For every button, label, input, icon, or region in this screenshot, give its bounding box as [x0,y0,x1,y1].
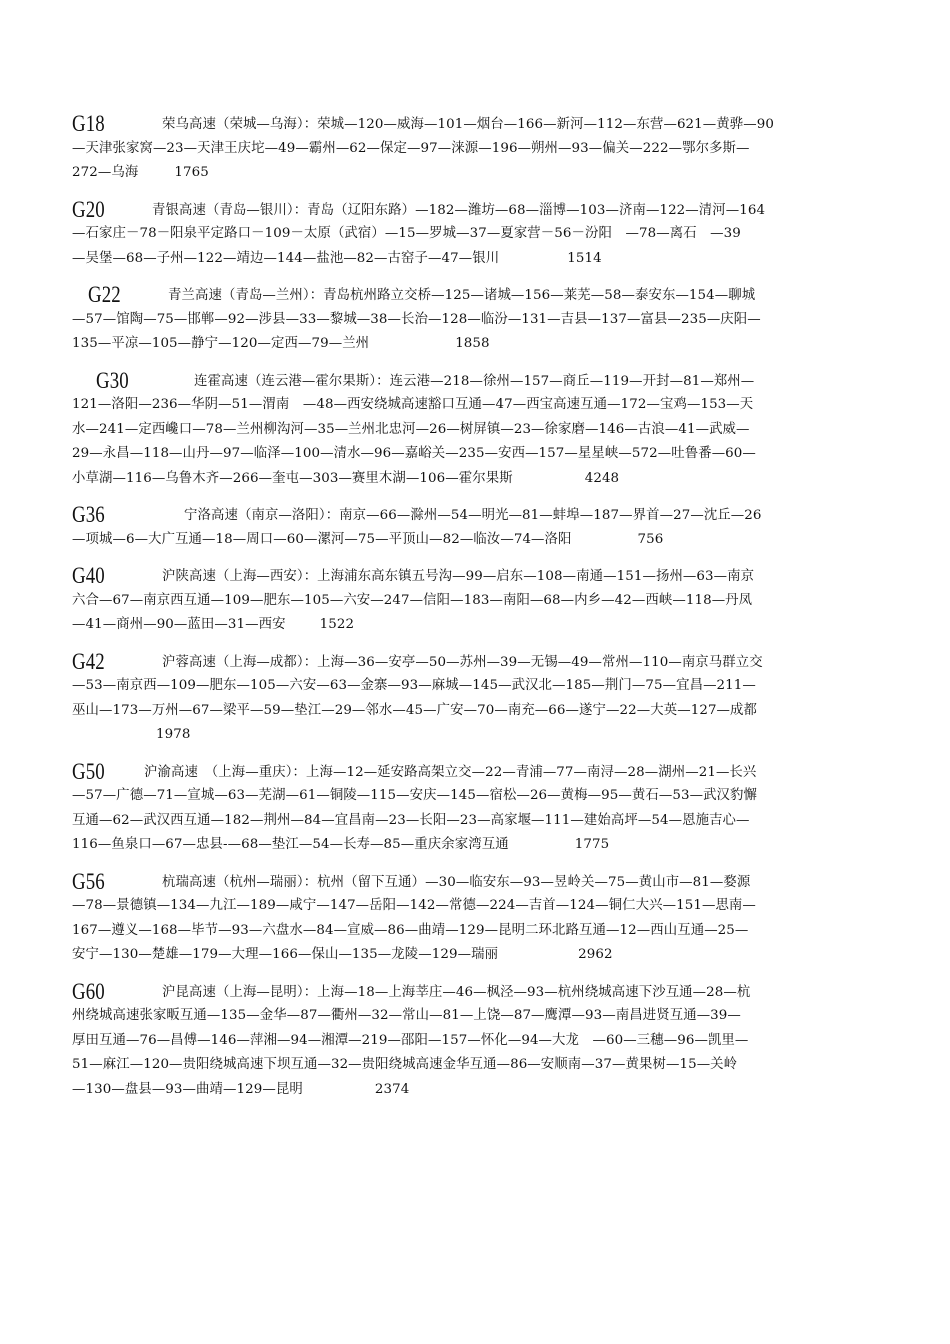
route-line [72,528,884,553]
total-length: 1858 [455,336,490,351]
highway-code: G50 [72,759,105,784]
route-text: 宁洛高速（南京—洛阳）：南京—66—滁州—54—明光—81—蚌埠—187—界首—27—沈丘—26 [184,508,762,523]
route-line [72,1029,884,1054]
route-text: —石家庄－78－阳泉平定路口－109－太原（武宿）—15—罗城—37—夏家营－56－汾阳 —78—离石 —39 [72,226,741,241]
route-line [72,393,884,418]
route-text: 青兰高速（青岛—兰州）：青岛杭州路立交桥—125—诸城—156—莱芜—58—泰安东—154—聊城 [168,288,756,303]
highway-code: G22 [88,283,121,307]
route-text: 29—永昌—118—山丹—97—临泽—100—清水—96—嘉峪关—235—安西—157—星星峡—572—吐鲁番—60— [72,446,756,461]
route-line [72,589,884,614]
total-length: 1978 [156,727,191,742]
highway-entry [72,980,884,1103]
total-length: 1775 [574,837,610,852]
route-text: —78—景德镇—134—九江—189—咸宁—147—岳阳—142—常德—224—吉首—124—铜仁大兴—151—思南— [72,898,756,913]
route-line [72,784,884,809]
route-line [72,943,884,968]
route-text: 州绕城高速张家畈互通—135—金华—87—衢州—32—常山—81—上饶—87—鹰潭—93—南昌进贤互通—39— [72,1008,741,1023]
route-line [72,247,884,272]
route-text: —吴堡—68—子州—122—靖边—144—盐池—82—古窑子—47—银川 [72,250,500,266]
route-line [72,308,884,333]
route-text: 沪陕高速（上海—西安）：上海浦东高东镇五号沟—99—启东—108—南通—151—扬州—63—南京 [162,569,755,584]
route-title-line [72,112,884,137]
route-text: 六合—67—南京西互通—109—肥东—105—六安—247—信阳—183—南阳—68—内乡—42—西峡—118—丹凤 [72,592,753,608]
highway-entry [72,650,884,748]
route-text: 荣乌高速（荣城—乌海）：荣城—120—威海—101—烟台—166—新河—112—东营—621—黄骅—90 [162,117,775,132]
route-line [72,833,884,858]
highway-code: G36 [72,503,105,527]
total-length: 1522 [319,617,355,632]
total-length-line [72,723,884,748]
route-line [72,1078,884,1103]
route-line [72,467,884,492]
route-text: 167—遵义—168—毕节—93—六盘水—84—宣威—86—曲靖—129—昆明二环北路互通—12—西山互通—25— [72,922,749,938]
route-text: 小草湖—116—乌鲁木齐—266—奎屯—303—赛里木湖—106—霍尔果斯 [72,470,513,486]
route-title-line [72,198,884,223]
total-length: 1765 [174,165,209,180]
route-line [72,699,884,724]
route-text: —41—商州—90—蓝田—31—西安 [72,617,286,632]
highway-code: G42 [72,649,105,674]
route-line [72,1053,884,1078]
route-line [72,442,884,467]
route-text: 135—平凉—105—静宁—120—定西—79—兰州 [72,336,370,351]
highway-entry [72,870,884,968]
total-length: 2962 [578,947,613,962]
route-text: 121—洛阳—236—华阴—51—渭南 —48—西安绕城高速豁口互通—47—西宝高速互通—172—宝鸡—153—天 [72,397,754,412]
route-line [72,613,884,638]
route-text: 水—241—定西巉口—78—兰州柳沟河—35—兰州北忠河—26—树屏镇—23—徐家磨—146—古浪—41—武威— [72,421,750,437]
route-title-line [72,564,884,589]
route-title-line [72,650,884,675]
route-line [72,222,884,247]
route-text: 沪蓉高速（上海—成都）：上海—36—安亭—50—苏州—39—无锡—49—常州—110—南京马群立交 [162,654,763,670]
total-length: 1514 [567,250,602,266]
document-page [72,112,884,1114]
highway-code: G56 [72,869,105,894]
route-line [72,674,884,699]
highway-entry [72,283,884,357]
highway-code: G30 [96,368,129,393]
route-text: 272—乌海 [72,165,139,180]
route-line [72,418,884,443]
highway-entry [72,198,884,272]
highway-entry [72,112,884,186]
route-text: 安宁—130—楚雄—179—大理—166—保山—135—龙陵—129—瑞丽 [72,947,499,962]
highway-code: G20 [72,197,105,222]
route-text: 沪渝高速 （上海—重庆）：上海—12—延安路高架立交—22—青浦—77—南浔—28—湖州—21—长兴 [144,764,757,780]
route-text: 51—麻江—120—贵阳绕城高速下坝互通—32—贵阳绕城高速金华互通—86—安顺南—37—黄果树—15—关岭 [72,1057,738,1072]
route-line [72,161,884,186]
route-title-line [72,369,884,394]
route-line [72,137,884,162]
route-text: 互通—62—武汉西互通—182—荆州—84—宜昌南—23—长阳—23—高家堰—111—建始高坪—54—恩施吉心— [72,812,750,828]
route-text: —53—南京西—109—肥东—105—六安—63—金寨—93—麻城—145—武汉北—185—荆门—75—宜昌—211— [72,678,756,693]
route-text: —130—盘县—93—曲靖—129—昆明 [72,1081,303,1097]
total-length: 756 [637,531,664,547]
highway-code: G60 [72,979,105,1004]
route-line [72,332,884,357]
total-length: 4248 [584,470,620,486]
route-text: 沪昆高速（上海—昆明）：上海—18—上海莘庄—46—枫泾—93—杭州绕城高速下沙互通—28—杭 [162,984,751,1000]
route-text: 厚田互通—76—昌傅—146—萍湘—94—湘潭—219—邵阳—157—怀化—94—大龙 —60—三穗—96—凯里— [72,1032,749,1048]
route-title-line [72,870,884,895]
highway-entry [72,760,884,858]
highway-code: G18 [72,112,105,136]
route-text: 青银高速（青岛—银川）：青岛（辽阳东路）—182—潍坊—68—淄博—103—济南—122—清河—164 [152,202,766,218]
highway-entry [72,503,884,552]
highway-entry [72,564,884,638]
highway-entry [72,369,884,492]
route-title-line [72,503,884,528]
route-line [72,894,884,919]
route-text: 杭瑞高速（杭州—瑞丽）：杭州（留下互通）—30—临安东—93—昱岭关—75—黄山市—81—婺源 [162,874,751,890]
route-title-line [72,283,884,308]
route-title-line [72,760,884,785]
route-line [72,1004,884,1029]
route-line [72,809,884,834]
route-text: —天津张家窝—23—天津王庆坨—49—霸州—62—保定—97—涞源—196—朔州—93—偏关—222—鄂尔多斯— [72,140,750,156]
highway-code: G40 [72,564,105,588]
total-length: 2374 [374,1081,410,1097]
route-text: 巫山—173—万州—67—梁平—59—垫江—29—邻水—45—广安—70—南充—66—遂宁—22—大英—127—成都 [72,702,758,718]
route-text: —57—馆陶—75—邯郸—92—涉县—33—黎城—38—长治—128—临汾—131—吉县—137—富县—235—庆阳— [72,311,761,327]
route-text: 连霍高速（连云港—霍尔果斯）：连云港—218—徐州—157—商丘—119—开封—81—郑州— [194,373,755,389]
route-text: 116—鱼泉口—67—忠县-—68—垫江—54—长寿—85—重庆余家湾互通 [72,837,509,852]
route-title-line [72,980,884,1005]
route-text: —57—广德—71—宣城—63—芜湖—61—铜陵—115—安庆—145—宿松—26—黄梅—95—黄石—53—武汉豹懈 [72,788,758,803]
route-line [72,919,884,944]
route-text: —项城—6—大广互通—18—周口—60—漯河—75—平顶山—82—临汝—74—洛阳 [72,531,572,547]
